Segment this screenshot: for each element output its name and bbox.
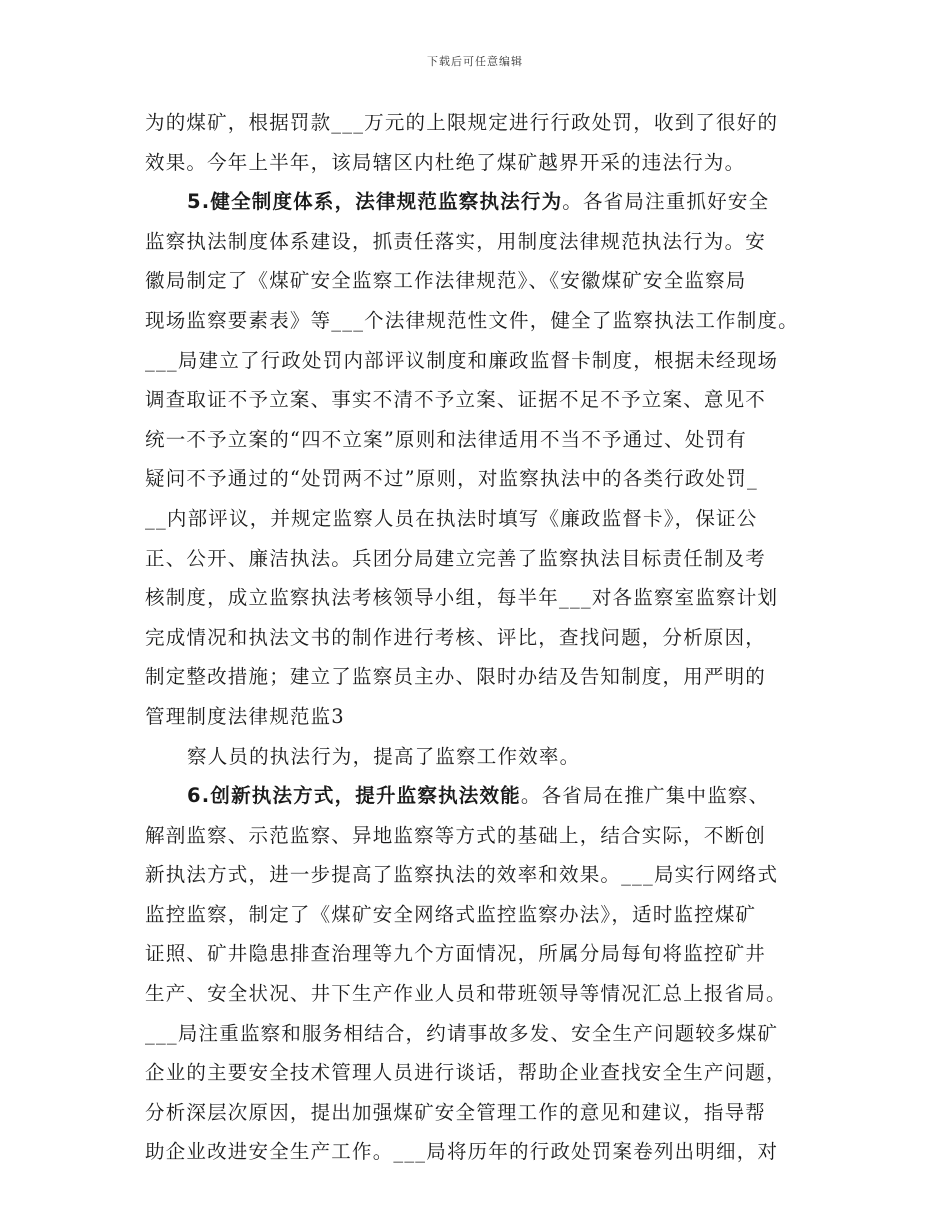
line-text: 完成情况和执法文书的制作进行考核、评比，查找问题，分析原因， <box>145 625 767 649</box>
text-line <box>145 816 825 856</box>
line-text: 为的煤矿，根据罚款___万元的上限规定进行行政处罚，收到了很好的 <box>145 111 779 134</box>
line-text: 徽局制定了《煤矿安全监察工作法律规范》、《安徽煤矿安全监察局 <box>145 269 747 293</box>
line-text: 调查取证不予立案、事实不清不予立案、证据不足不予立案、意见不 <box>145 388 767 412</box>
line-text: 监控监察，制定了《煤矿安全网络式监控监察办法》，适时监控煤矿 <box>145 902 757 926</box>
text-line <box>145 697 825 737</box>
line-text: 核制度，成立监察执法考核领导小组，每半年___对各监察室监察计划 <box>145 586 779 610</box>
line-text: 察人员的执法行为，提高了监察工作效率。 <box>187 744 581 768</box>
text-line <box>145 341 825 381</box>
line-text: 证照、矿井隐患排查治理等九个方面情况，所属分局每旬将监控矿井 <box>145 942 767 966</box>
line-text: 疑问不予通过的“处罚两不过”原则，对监察执法中的各类行政处罚_ <box>145 467 758 491</box>
text-line <box>145 855 825 895</box>
section-heading: 6.创新执法方式，提升监察执法效能 <box>187 784 521 808</box>
line-text: 正、公开、廉洁执法。兵团分局建立完善了监察执法目标责任制及考 <box>145 546 767 570</box>
text-line <box>145 1093 825 1133</box>
text-line <box>145 420 825 460</box>
text-line <box>145 895 825 935</box>
line-text: ___局注重监察和服务相结合，约请事故多发、安全生产问题较多煤矿 <box>145 1021 779 1045</box>
document-body <box>145 103 825 1172</box>
line-text: __内部评议，并规定监察人员在执法时填写《廉政监督卡》，保证公 <box>145 506 758 530</box>
text-line <box>145 499 825 539</box>
text-line <box>145 1053 825 1093</box>
line-text: ___局建立了行政处罚内部评议制度和廉政监督卡制度，根据未经现场 <box>145 348 779 372</box>
line-text: 解剖监察、示范监察、异地监察等方式的基础上，结合实际，不断创 <box>145 823 767 847</box>
line-text: 制定整改措施；建立了监察员主办、限时办结及告知制度，用严明的 <box>145 665 767 689</box>
line-text: 。各省局注重抓好安全 <box>562 190 770 214</box>
text-line <box>145 1132 825 1172</box>
text-line <box>145 182 825 222</box>
section-heading: 5.健全制度体系，法律规范监察执法行为 <box>187 190 563 214</box>
text-line <box>145 222 825 262</box>
text-line <box>145 974 825 1014</box>
text-line <box>145 737 825 777</box>
line-text: 效果。今年上半年，该局辖区内杜绝了煤矿越界开采的违法行为。 <box>145 150 746 174</box>
text-line <box>145 103 825 143</box>
text-line <box>145 539 825 579</box>
text-line <box>145 618 825 658</box>
text-line <box>145 934 825 974</box>
line-text: 分析深层次原因，提出加强煤矿安全管理工作的意见和建议，指导帮 <box>145 1100 767 1124</box>
line-text: 助企业改进安全生产工作。___局将历年的行政处罚案卷列出明细，对 <box>145 1140 779 1164</box>
line-text: 统一不予立案的“四不立案”原则和法律适用不当不予通过、处罚有 <box>145 427 747 451</box>
text-line <box>145 301 825 341</box>
line-text: 监察执法制度体系建设，抓责任落实，用制度法律规范执法行为。安 <box>145 229 767 253</box>
line-text: 企业的主要安全技术管理人员进行谈话，帮助企业查找安全生产问题， <box>145 1061 787 1085</box>
line-text: 生产、安全状况、井下生产作业人员和带班领导等情况汇总上报省局。 <box>145 982 787 1006</box>
text-line <box>145 657 825 697</box>
text-line <box>145 143 825 183</box>
line-text: 。各省局在推广集中监察、 <box>520 784 770 808</box>
line-text: 新执法方式，进一步提高了监察执法的效率和效果。___局实行网络式 <box>145 863 779 887</box>
text-line <box>145 578 825 618</box>
line-text: 管理制度法律规范监3 <box>145 704 345 728</box>
text-line <box>145 1014 825 1054</box>
text-line <box>145 459 825 499</box>
line-text: 现场监察要素表》等___个法律规范性文件，健全了监察执法工作制度。 <box>145 308 799 332</box>
text-line <box>145 776 825 816</box>
text-line <box>145 380 825 420</box>
text-line <box>145 261 825 301</box>
page-header: 下载后可任意编辑 <box>427 55 523 68</box>
